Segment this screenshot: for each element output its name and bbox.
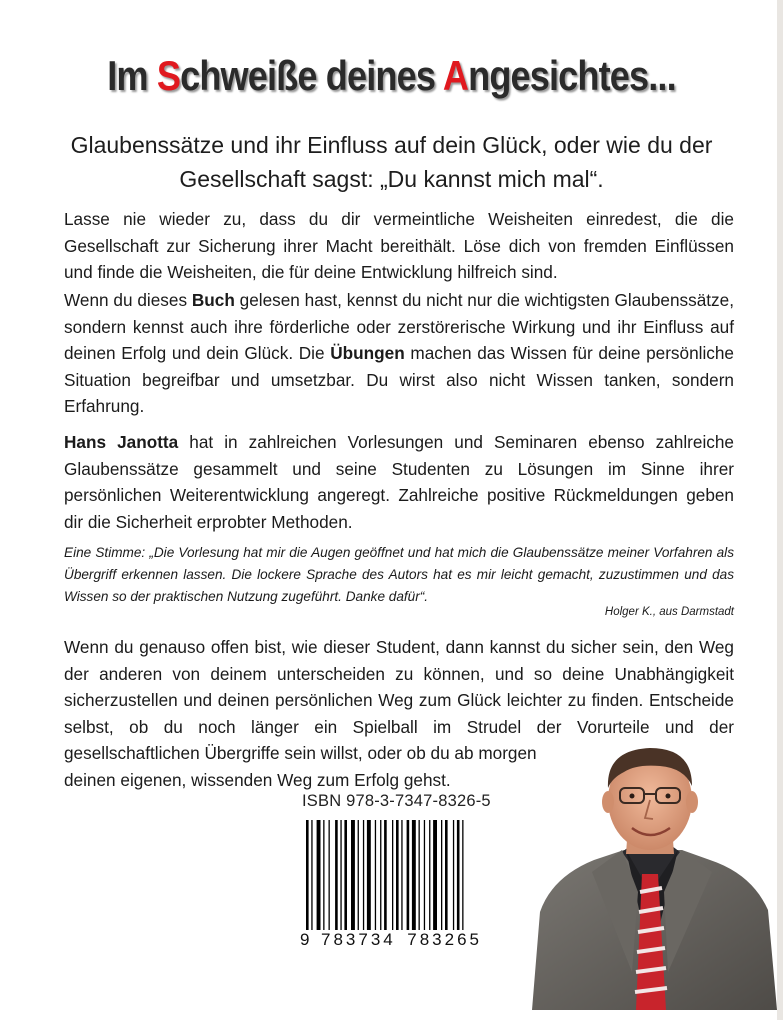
intro-paragraph: Lasse nie wieder zu, dass du dir vermeintliche Weisheiten einredest, die die Gesellschaft zur Sicherung ihrer Macht bereithält. Löse dich von fremden Einflüssen und finde die Weisheiten, die für deine Entwicklung hilfreich sind. (64, 209, 734, 282)
barcode-digit-prefix: 9 (300, 930, 310, 949)
barcode-digits-left: 783734 (321, 930, 396, 949)
barcode-digits (300, 930, 482, 950)
barcode-bar (344, 820, 347, 930)
barcode-bar (323, 820, 324, 930)
testimonial-quote: Eine Stimme: „Die Vorlesung hat mir die Augen geöffnet und hat mich die Glaubenssätze meiner Vorfahren als Übergriff erkennen lassen. Die lockere Sprache des Autors hat es mir leicht gemacht, zuzustimmen und das Wissen so der praktischen Nutzung zugeführt. Danke dafür“. (64, 545, 734, 604)
book-description-paragraph: Wenn du dieses Buch gelesen hast, kennst du nicht nur die wichtigsten Glaubenssätze, sondern kennst auch ihre förderliche oder zerstörerische Wirkung und ihr Einfluss auf deinen Erfolg und dein Glück. Die Übungen machen das Wissen für deine persönliche Situation begreifbar und umsetzbar. Du wirst also nicht Wissen tanken, sondern Erfahrung. (64, 290, 734, 416)
barcode-bar (462, 820, 463, 930)
barcode-bar (419, 820, 420, 930)
barcode-bar (306, 820, 309, 930)
barcode-bar (351, 820, 355, 930)
barcode-bar (429, 820, 430, 930)
book-title: Im Schweiße deines Angesichtes... (107, 52, 676, 99)
barcode-bar (396, 820, 399, 930)
barcode-bar (358, 820, 359, 930)
barcode-bar (392, 820, 393, 930)
isbn-number: ISBN 978-3-7347-8326-5 (302, 792, 491, 810)
barcode-bar (445, 820, 448, 930)
barcode-digits-right: 783265 (407, 930, 482, 949)
barcode-bar (453, 820, 454, 930)
author-portrait (532, 742, 777, 1010)
barcode-bar (340, 820, 341, 930)
barcode-bar (424, 820, 425, 930)
page-edge (777, 0, 783, 1020)
barcode-bar (367, 820, 371, 930)
testimonial-author: Holger K., aus Darmstadt (604, 606, 734, 618)
barcode-bar (433, 820, 437, 930)
barcode-bar (407, 820, 410, 930)
barcode-bar (380, 820, 381, 930)
barcode-bar (317, 820, 321, 930)
barcode-bar (311, 820, 312, 930)
barcode-bar (329, 820, 330, 930)
isbn-barcode (300, 820, 482, 930)
barcode-bar (412, 820, 416, 930)
barcode-bar (401, 820, 402, 930)
closing-paragraph: Wenn du genauso offen bist, wie dieser Student, dann kannst du sicher sein, den Weg der anderen von deinem unterscheiden zu können, und so deine Unabhängigkeit sicherzustellen und deinen persönlichen Weg zum Glück leichter zu finden. Entscheide selbst, ob du noch länger ein Spielball im Strudel der Vorurteile und der gesellschaftlichen Übergriffe sein willst, oder ob du ab morgen deinen eigenen, wissenden Weg zum Erfolg gehst. (64, 637, 734, 790)
barcode-bar (335, 820, 338, 930)
barcode-bar (441, 820, 442, 930)
barcode-bar (384, 820, 387, 930)
barcode-bar (457, 820, 460, 930)
book-subtitle: Glaubenssätze und ihr Einfluss auf dein Glück, oder wie du der Gesellschaft sagst: „Du kannst mich mal“. (70, 132, 713, 192)
author-paragraph: Hans Janotta hat in zahlreichen Vorlesungen und Seminaren ebenso zahlreiche Glaubenssätze gesammelt und seine Studenten zu Lösungen im Sinne ihrer persönlichen Weiterentwicklung angeregt. Zahlreiche positive Rückmeldungen geben dir die Sicherheit erprobter Methoden. (64, 432, 734, 532)
barcode-bar (375, 820, 376, 930)
barcode-bar (363, 820, 364, 930)
